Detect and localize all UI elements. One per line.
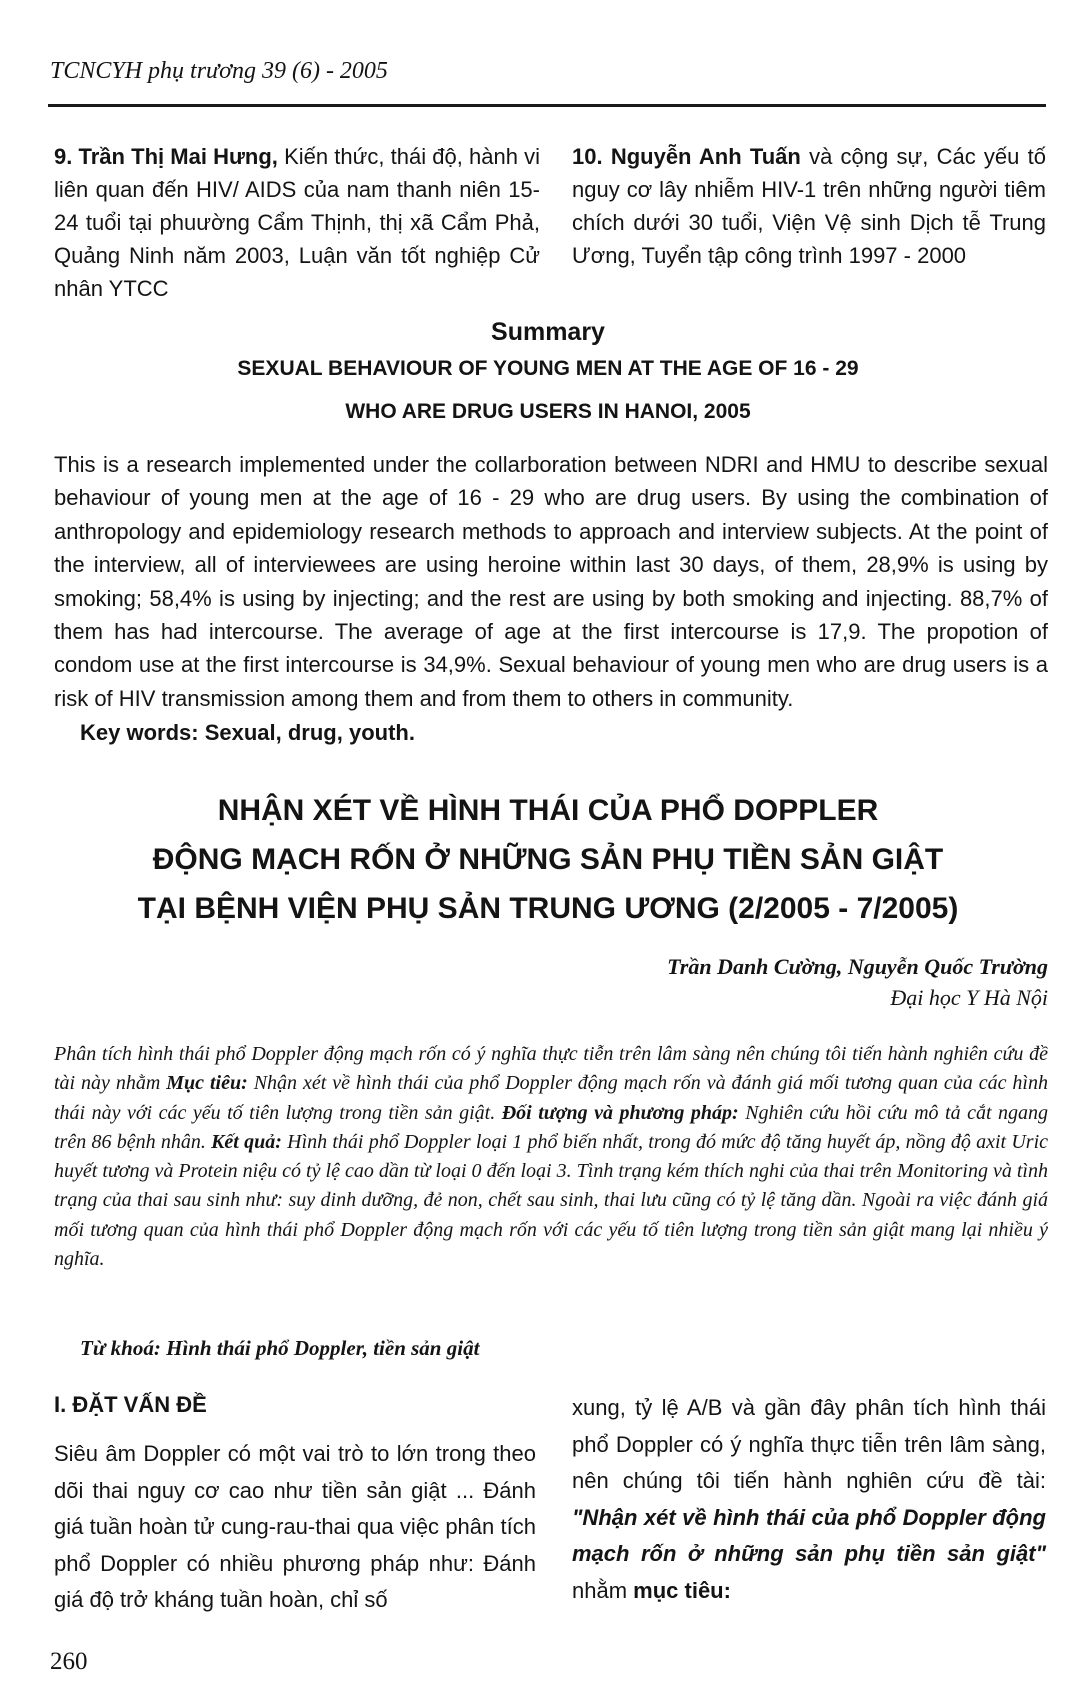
- running-header: TCNCYH phụ trương 39 (6) - 2005: [50, 58, 388, 84]
- reference-9: [54, 140, 540, 305]
- abstract-label-aim: Mục tiêu:: [166, 1072, 248, 1095]
- intro-right-title-quote: "Nhận xét về hình thái của phổ Doppler động mạch rốn ở những sản phụ tiền sản giật": [572, 1504, 1046, 1566]
- abstract-text-1: Phân tích hình thái phổ Doppler động mạch rốn có ý nghĩa thực tiễn trên lâm sàng nên chúng tôi tiến hành nghiên cứu đề tài này nhằm: [54, 1043, 1048, 1095]
- summary-body: This is a research implemented under the collarboration between NDRI and HMU to describe sexual behaviour of young men at the age of 16 - 29 who are drug users. By using the combination of anthropology and epidemiology research methods to approach and interview subjects. At the point of the interview, all of interviewees are using heroine within last 30 days, of them, 28,9% is using by smoking; 58,4% is using by injecting; and the rest are using by both smoking and injecting. 88,7% of them has had intercourse. The average of age at the first intercourse is 17,9. The propotion of condom use at the first intercourse is 34,9%. Sexual behaviour of young men who are drug users is a risk of HIV transmission among them and from them to others in community.: [54, 452, 1048, 711]
- article-keywords: Từ khoá: Hình thái phổ Doppler, tiền sản giật: [80, 1336, 480, 1360]
- summary-subtitle-line2: WHO ARE DRUG USERS IN HANOI, 2005: [345, 400, 751, 423]
- abstract-label-result: Kết quả:: [211, 1130, 282, 1153]
- header-rule: [48, 104, 1046, 107]
- abstract: [54, 1040, 1048, 1274]
- abstract-label-method: Đối tượng và phương pháp:: [501, 1101, 739, 1124]
- reference-9-lead: 9. Trần Thị Mai Hưng,: [54, 144, 278, 169]
- reference-10: [572, 140, 1046, 272]
- affiliation: Đại học Y Hà Nội: [890, 985, 1048, 1010]
- summary-keywords: Key words: Sexual, drug, youth.: [80, 720, 415, 745]
- introduction-right-column: [572, 1390, 1046, 1609]
- abstract-text-2: Nhận xét về hình thái của phổ Doppler động mạch rốn và đánh giá mối tương quan của các hình thái này với các yếu tố tiên lượng trong tiền sản giật.: [54, 1072, 1048, 1124]
- intro-right-text: xung, tỷ lệ A/B và gần đây phân tích hình thái phổ Doppler có ý nghĩa thực tiễn trên lâm sàng, nên chúng tôi tiến hành nghiên cứu đề tài:: [572, 1395, 1046, 1493]
- introduction-left-column: Siêu âm Doppler có một vai trò to lớn trong theo dõi thai nguy cơ cao như tiền sản giật ... Đánh giá tuần hoàn tử cung-rau-thai qua việc phân tích phổ Doppler có nhiều phương pháp như: Đánh giá độ trở kháng tuần hoàn, chỉ số: [54, 1441, 536, 1612]
- article-title-line2: ĐỘNG MẠCH RỐN Ở NHỮNG SẢN PHỤ TIỀN SẢN GIẬT: [152, 843, 944, 876]
- abstract-text-4: Hình thái phổ Doppler loại 1 phổ biến nhất, trong đó mức độ tăng huyết áp, nồng độ axit Uric huyết tương và Protein niệu có tỷ lệ cao dần từ loại 0 đến loại 3. Tình trạng kém thích nghi của thai trên Monitoring và tình trạng của thai sau sinh như: suy dinh dưỡng, đẻ non, chết sau sinh, thai lưu cũng có tỷ lệ tăng dần. Ngoài ra việc đánh giá mối tương quan của hình thái phổ Doppler động mạch rốn với các yếu tố tiên lượng trong tiền sản giật mang lại nhiều ý nghĩa.: [54, 1130, 1048, 1271]
- summary-subtitle-line1: SEXUAL BEHAVIOUR OF YOUNG MEN AT THE AGE OF 16 - 29: [237, 357, 859, 380]
- abstract-text-3: Nghiên cứu hồi cứu mô tả cắt ngang trên 86 bệnh nhân.: [54, 1101, 1049, 1153]
- intro-right-mid: nhằm: [572, 1577, 634, 1603]
- intro-right-aim-label: mục tiêu:: [633, 1577, 731, 1603]
- section-heading-introduction: I. ĐẶT VẤN ĐỀ: [54, 1392, 207, 1417]
- reference-9-text: Kiến thức, thái độ, hành vi liên quan đến HIV/ AIDS của nam thanh niên 15-24 tuổi tại phuường Cẩm Thịnh, thị xã Cẩm Phả, Quảng Ninh năm 2003, Luận văn tốt nghiệp Cử nhân YTCC: [54, 144, 540, 301]
- article-title-line1: NHẬN XÉT VỀ HÌNH THÁI CỦA PHỔ DOPPLER: [217, 794, 879, 827]
- reference-10-lead: 10. Nguyễn Anh Tuấn: [572, 144, 801, 169]
- authors: Trần Danh Cường, Nguyễn Quốc Trường: [667, 954, 1048, 979]
- article-title-line3: TẠI BỆNH VIỆN PHỤ SẢN TRUNG ƯƠNG (2/2005 - 7/2005): [137, 892, 959, 925]
- reference-10-text: và cộng sự, Các yếu tố nguy cơ lây nhiễm HIV-1 trên những người tiêm chích dưới 30 tuổi, Viện Vệ sinh Dịch tễ Trung Ương, Tuyển tập công trình 1997 - 2000: [572, 144, 1046, 268]
- summary-heading: Summary: [491, 318, 605, 346]
- page-number: 260: [50, 1648, 88, 1675]
